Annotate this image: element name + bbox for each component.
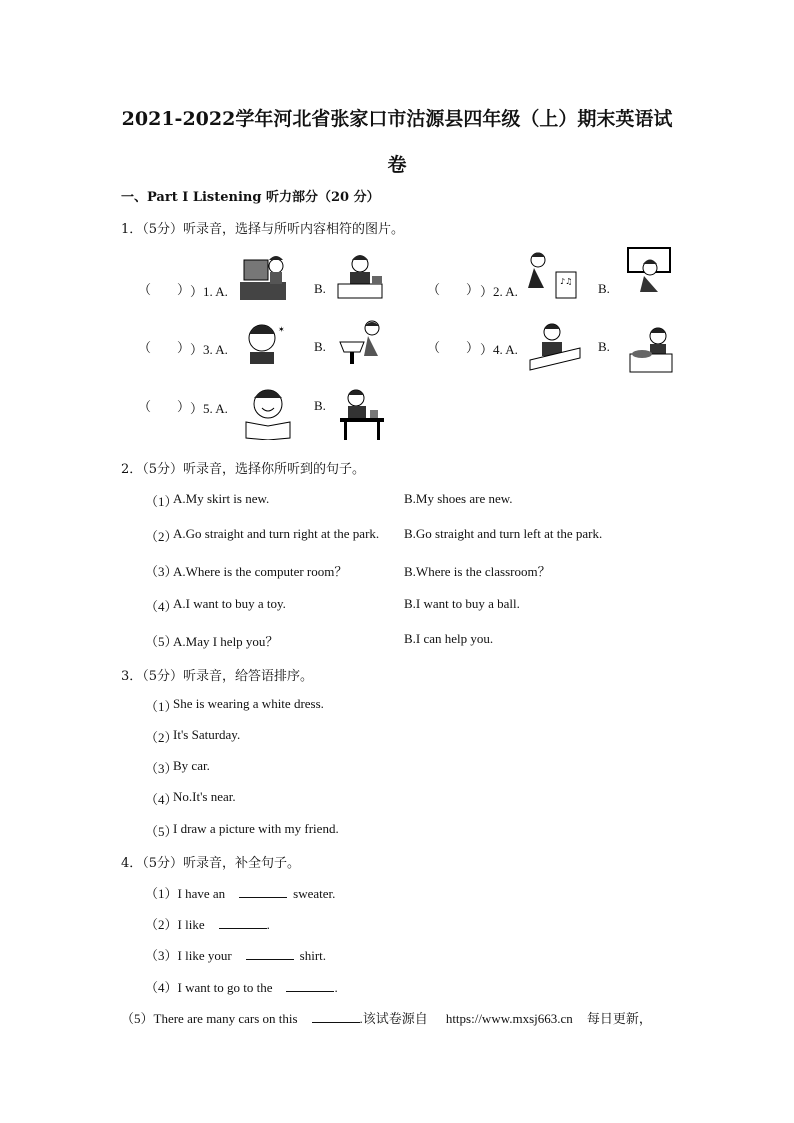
picture-girl-phone[interactable] (338, 386, 386, 442)
q2-row-4-b[interactable]: B.I want to buy a ball. (404, 596, 520, 611)
q3-row-5-num: （5） (145, 824, 178, 839)
q2-row-3-a[interactable]: A.Where is the computer room？ (173, 564, 348, 579)
picture-boy-computer[interactable] (236, 252, 290, 304)
svg-text:♪♫: ♪♫ (560, 277, 573, 286)
q2-row-5-a[interactable]: A.May I help you？ (173, 634, 279, 649)
q3-row-3-num: （3） (145, 761, 178, 776)
q4-row-4 (145, 977, 338, 996)
source-tail: 每日更新， (586, 1011, 652, 1026)
q4-row-5-post: .该试卷源自 (359, 1011, 428, 1026)
q2-row-2-b[interactable]: B.Go straight and turn left at the park. (404, 526, 603, 541)
item-5-label: ）5. A. (190, 401, 228, 416)
q2-row-5-num: （5） (145, 634, 178, 649)
answer-paren[interactable]: （ ） (138, 341, 191, 356)
picture-boy-book[interactable] (244, 386, 292, 440)
q2-row-1-b[interactable]: B.My shoes are new. (404, 491, 513, 506)
svg-text:✶: ✶ (278, 325, 285, 334)
picture-boy-reading[interactable] (528, 320, 582, 374)
section-heading: 一、Part I Listening 听力部分（20 分） (121, 190, 380, 205)
item-2-b-label: B. (598, 281, 610, 296)
page-title-cont: 卷 (387, 154, 407, 176)
q4-row-4-num: （4） (145, 980, 178, 995)
q2-row-5-b[interactable]: B.I can help you. (404, 631, 494, 646)
answer-paren[interactable]: （ ） (138, 283, 191, 298)
question-4-stem: 4．（5分）听录音，补全句子。 (121, 856, 301, 871)
answer-paren[interactable]: （ ） (427, 283, 480, 298)
item-4-b-label: B. (598, 339, 610, 354)
q4-row-1 (145, 883, 335, 902)
answer-paren[interactable]: （ ） (138, 400, 191, 415)
question-2-stem: 2．（5分）听录音，选择你所听到的句子。 (121, 462, 366, 477)
q4-row-2-num: （2） (145, 917, 178, 932)
q4-row-3-pre: I like your (177, 948, 232, 963)
q3-row-1-text: She is wearing a white dress. (173, 696, 324, 711)
q4-row-2 (145, 914, 270, 933)
picture-girl-face[interactable] (240, 318, 290, 366)
q3-row-2-text: It's Saturday. (173, 727, 241, 742)
picture-boy-desk[interactable] (334, 252, 388, 304)
q4-row-2-post: . (266, 917, 270, 932)
q2-row-2-num: （2） (145, 529, 178, 544)
q4-row-1-num: （1） (145, 886, 178, 901)
item-4-label: ）4. A. (480, 342, 518, 357)
q3-row-2-num: （2） (145, 730, 178, 745)
q4-row-2-pre: I like (177, 917, 205, 932)
page-title: 2021-2022学年河北省张家口市沽源县四年级（上）期末英语试 (121, 108, 673, 130)
q4-row-5-num: （5） (121, 1011, 154, 1026)
q2-row-1-num: （1） (145, 494, 178, 509)
question-3-stem: 3．（5分）听录音，给答语排序。 (121, 669, 314, 684)
q4-row-4-post: . (334, 980, 338, 995)
item-3-b-label: B. (314, 339, 326, 354)
q2-row-3-b[interactable]: B.Where is the classroom？ (404, 564, 551, 579)
item-3-label: ）3. A. (190, 342, 228, 357)
q4-row-3 (145, 945, 326, 964)
q4-row-4-pre: I want to go to the (177, 980, 273, 995)
fill-blank[interactable] (286, 981, 334, 992)
fill-blank[interactable] (239, 887, 287, 898)
picture-boy-cooking[interactable] (626, 324, 676, 374)
q4-row-5-pre: There are many cars on this (153, 1011, 298, 1026)
picture-girl-tv[interactable] (626, 246, 672, 298)
q2-row-1-a[interactable]: A.My skirt is new. (173, 491, 270, 506)
source-link[interactable]: https://www.mxsj663.cn (445, 1011, 573, 1026)
picture-girl-singing[interactable] (520, 248, 580, 304)
q2-row-4-num: （4） (145, 599, 178, 614)
item-5-b-label: B. (314, 398, 326, 413)
q4-row-3-num: （3） (145, 948, 178, 963)
q4-row-3-post: shirt. (299, 948, 327, 963)
fill-blank[interactable] (246, 949, 294, 960)
q2-row-3-num: （3） (145, 564, 178, 579)
q3-row-3-text: By car. (173, 758, 210, 773)
q4-row-1-pre: I have an (177, 886, 226, 901)
q2-row-2-a[interactable]: A.Go straight and turn right at the park. (173, 526, 380, 541)
picture-girl-washing[interactable] (338, 318, 388, 366)
q3-row-5-text: I draw a picture with my friend. (173, 821, 339, 836)
q4-row-1-post: sweater. (293, 886, 336, 901)
q3-row-4-text: No.It's near. (173, 789, 236, 804)
item-1-b-label: B. (314, 281, 326, 296)
q3-row-4-num: （4） (145, 792, 178, 807)
question-1-stem: 1．（5分）听录音，选择与所听内容相符的图片。 (121, 222, 405, 237)
fill-blank[interactable] (312, 1012, 360, 1023)
q2-row-4-a[interactable]: A.I want to buy a toy. (173, 596, 286, 611)
item-1-label: ）1. A. (190, 284, 228, 299)
item-2-label: ）2. A. (480, 284, 518, 299)
answer-paren[interactable]: （ ） (427, 341, 480, 356)
fill-blank[interactable] (219, 918, 267, 929)
q4-row-5 (121, 1008, 652, 1027)
q3-row-1-num: （1） (145, 699, 178, 714)
